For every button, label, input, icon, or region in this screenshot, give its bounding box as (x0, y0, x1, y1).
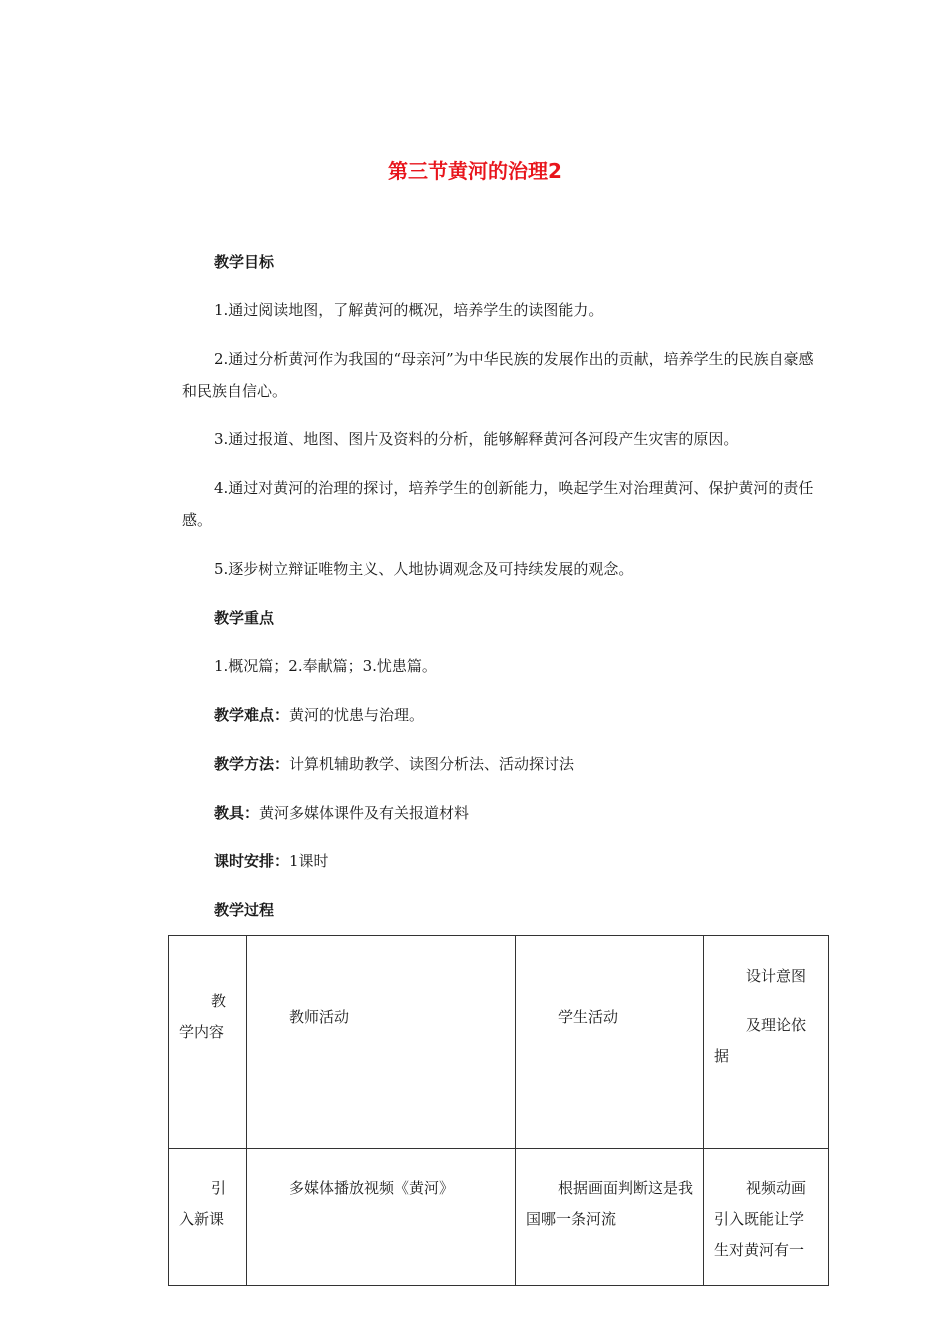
header-cell-teacher (247, 936, 516, 1149)
header-cell-student (516, 936, 704, 1149)
schedule-label: 课时安排： (214, 852, 290, 870)
row-design-text: 视频动画引入既能让学生对黄河有一 (714, 1179, 807, 1259)
row-cell-design (704, 1149, 829, 1286)
key-points-text: 1.概况篇；2.奉献篇；3.忧患篇。 (214, 657, 437, 675)
objective-item-3: 3.通过报道、地图、图片及资料的分析，能够解释黄河各河段产生灾害的原因。 (214, 430, 739, 448)
difficulty-text: 黄河的忧患与治理。 (289, 706, 425, 724)
tools-line (182, 797, 822, 829)
header-cell-content (169, 936, 247, 1149)
objective-item-1: 1.通过阅读地图，了解黄河的概况，培养学生的读图能力。 (214, 301, 604, 319)
page-title: 第三节黄河的治理2 (388, 159, 562, 183)
tools-text: 黄河多媒体课件及有关报道材料 (259, 804, 470, 822)
key-points-heading: 教学重点 (214, 609, 275, 627)
schedule-text: 1课时 (289, 852, 329, 870)
row-student-text: 根据画面判断这是我国哪一条河流 (526, 1179, 694, 1228)
row-content-text: 引入新课 (179, 1179, 227, 1228)
tools-label: 教具： (214, 804, 260, 822)
table-row (169, 1149, 829, 1286)
process-heading: 教学过程 (214, 901, 275, 919)
objectives-heading: 教学目标 (214, 253, 275, 271)
row-cell-teacher (247, 1149, 516, 1286)
row-cell-student (516, 1149, 704, 1286)
objective-item-5: 5.逐步树立辩证唯物主义、人地协调观念及可持续发展的观念。 (214, 560, 634, 578)
header-cell-design (704, 936, 829, 1149)
method-line (182, 748, 822, 780)
row-cell-content (169, 1149, 247, 1286)
schedule-line (182, 845, 822, 877)
difficulty-line (182, 699, 822, 731)
difficulty-label: 教学难点： (214, 706, 290, 724)
row-teacher-text: 多媒体播放视频《黄河》 (289, 1179, 455, 1197)
header-design-label-1: 设计意图 (746, 967, 807, 985)
header-content-label: 教学内容 (179, 992, 227, 1041)
objective-item-2: 2.通过分析黄河作为我国的“母亲河”为中华民族的发展作出的贡献，培养学生的民族自豪感和民族自信心。 (182, 350, 814, 400)
objective-item-4: 4.通过对黄河的治理的探讨，培养学生的创新能力，唤起学生对治理黄河、保护黄河的责任感。 (182, 479, 814, 529)
method-label: 教学方法： (214, 755, 290, 773)
header-design-label-2: 及理论依据 (714, 1016, 807, 1065)
header-student-label: 学生活动 (558, 1008, 619, 1026)
header-teacher-label: 教师活动 (289, 1008, 350, 1026)
method-text: 计算机辅助教学、读图分析法、活动探讨法 (289, 755, 575, 773)
process-table (168, 935, 829, 1286)
table-header-row (169, 936, 829, 1149)
